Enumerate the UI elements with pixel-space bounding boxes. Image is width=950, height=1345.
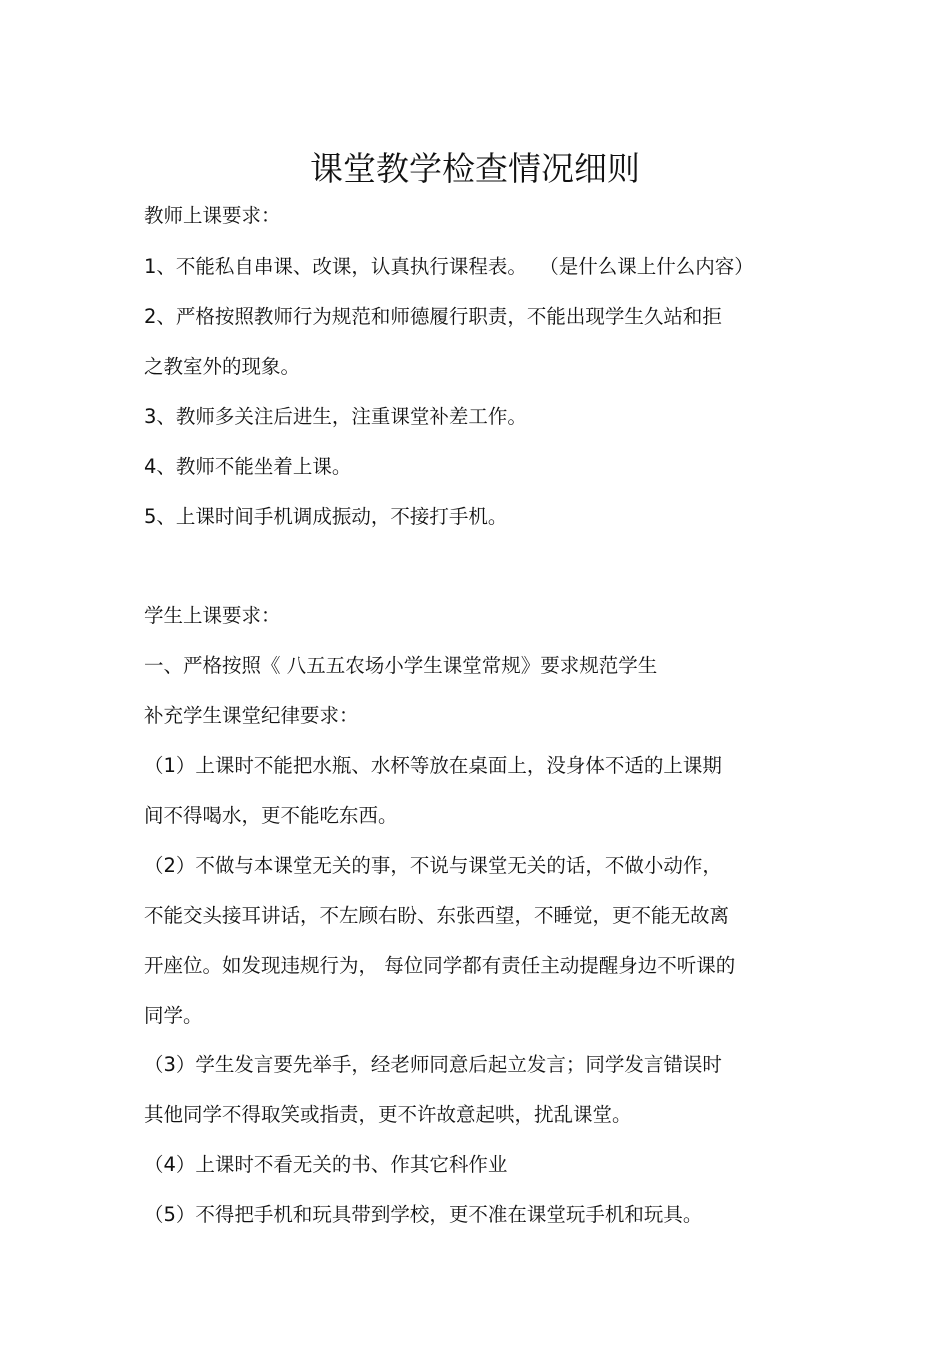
student-rule-1-cont: 间不得喝水，更不能吃东西。 xyxy=(144,804,398,827)
supplement-heading: 补充学生课堂纪律要求： xyxy=(144,704,359,727)
section-heading-student: 学生上课要求： xyxy=(144,604,281,627)
student-rule-2-cont-3: 同学。 xyxy=(144,1004,203,1027)
student-rule-2: （2）不做与本课堂无关的事，不说与课堂无关的话，不做小动作， xyxy=(144,854,722,877)
student-rule-2-cont-1: 不能交头接耳讲话，不左顾右盼、东张西望，不睡觉，更不能无故离 xyxy=(144,904,730,927)
student-rule-main: 一、严格按照《 八五五农场小学生课堂常规》要求规范学生 xyxy=(144,654,658,677)
student-rule-4: （4）上课时不看无关的书、作其它科作业 xyxy=(144,1153,508,1176)
teacher-rule-2-cont: 之教室外的现象。 xyxy=(144,355,301,378)
teacher-rule-4: 4、教师不能坐着上课。 xyxy=(144,455,352,478)
student-rule-3-cont: 其他同学不得取笑或指责，更不许故意起哄，扰乱课堂。 xyxy=(144,1103,632,1126)
student-rule-5: （5）不得把手机和玩具带到学校，更不准在课堂玩手机和玩具。 xyxy=(144,1203,703,1226)
teacher-rule-5: 5、上课时间手机调成振动，不接打手机。 xyxy=(144,505,508,528)
section-heading-teacher: 教师上课要求： xyxy=(144,204,281,227)
student-rule-3: （3）学生发言要先举手，经老师同意后起立发言；同学发言错误时 xyxy=(144,1053,722,1076)
teacher-rule-3: 3、教师多关注后进生，注重课堂补差工作。 xyxy=(144,405,527,428)
student-rule-1: （1）上课时不能把水瓶、水杯等放在桌面上，没身体不适的上课期 xyxy=(144,754,722,777)
teacher-rule-2: 2、严格按照教师行为规范和师德履行职责，不能出现学生久站和拒 xyxy=(144,305,722,328)
teacher-rule-1: 1、不能私自串课、改课，认真执行课程表。 （是什么课上什么内容） xyxy=(144,255,754,278)
student-rule-2-cont-2: 开座位。如发现违规行为， 每位同学都有责任主动提醒身边不听课的 xyxy=(144,954,736,977)
document-title: 课堂教学检查情况细则 xyxy=(310,149,640,188)
